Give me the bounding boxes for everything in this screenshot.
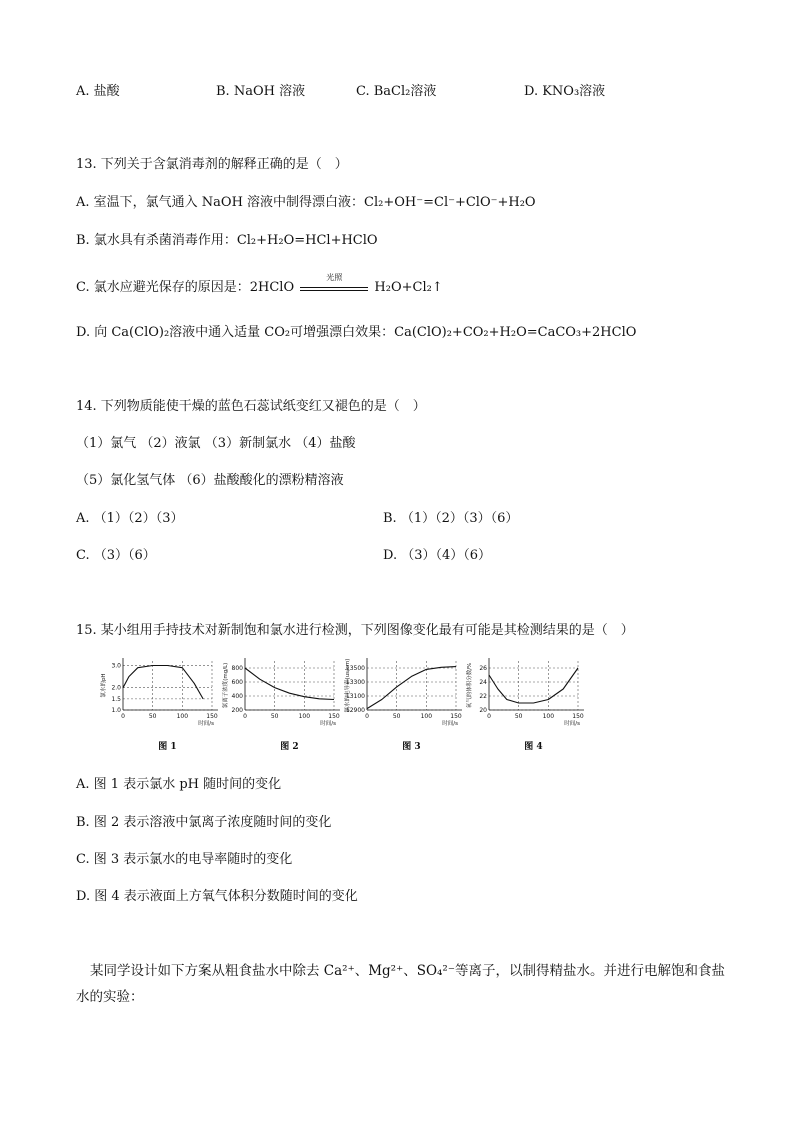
chart3-xtick-label: 100 bbox=[420, 713, 433, 720]
q12-option-c: C. BaCl₂溶液 bbox=[356, 84, 437, 99]
chart4-xtick-label: 100 bbox=[542, 713, 555, 720]
chart4-ytick-label: 22 bbox=[479, 693, 487, 700]
chart2-xtick-label: 100 bbox=[298, 713, 311, 720]
chart1-title: 图 1 bbox=[158, 742, 177, 752]
chart1-xtick-label: 150 bbox=[206, 713, 218, 720]
chart4-ytick-label: 20 bbox=[479, 707, 487, 714]
q14-list-2: （5）氯化氢气体 （6）盐酸酸化的漂粉精溶液 bbox=[76, 473, 344, 488]
q14-list-1: （1）氯气 （2）液氯 （3）新制氯水 （4）盐酸 bbox=[76, 436, 356, 451]
chart1-ytick-label: 1.5 bbox=[111, 695, 121, 703]
chart3-ytick-label: 13500 bbox=[345, 665, 365, 672]
intro-line-1: 某同学设计如下方案从粗食盐水中除去 Ca²⁺、Mg²⁺、SO₄²⁻等离子，以制得精盐水。并进行电解饱和食盐 bbox=[90, 963, 725, 979]
reaction-condition: 光照 bbox=[326, 272, 343, 282]
chart1-ytick-label: 3.0 bbox=[111, 662, 121, 670]
q14-option-c: C. （3）（6） bbox=[76, 548, 156, 563]
q14-option-a: A. （1）（2）（3） bbox=[76, 511, 184, 526]
chart1-xtick-label: 100 bbox=[176, 713, 189, 720]
chart2-ylabel: 氯离子浓度(mg/L) bbox=[223, 662, 229, 709]
chart2-xtick-label: 50 bbox=[270, 713, 279, 720]
q15-charts-svg bbox=[100, 653, 584, 758]
chart3-xtick-label: 0 bbox=[365, 713, 369, 720]
chart3-title: 图 3 bbox=[402, 742, 421, 752]
intro-line-2: 水的实验： bbox=[76, 989, 144, 1005]
chart4-ytick-label: 26 bbox=[479, 665, 487, 672]
q15-option-c: C. 图 3 表示氯水的电导率随时的变化 bbox=[76, 852, 293, 867]
q15-option-d: D. 图 4 表示液面上方氧气体积分数随时间的变化 bbox=[76, 889, 358, 904]
chart3-xlabel: 时间/s bbox=[442, 721, 458, 727]
chart2-ytick-label: 800 bbox=[231, 665, 243, 672]
chart1-series-line bbox=[123, 666, 203, 699]
chart2-ytick-label: 400 bbox=[231, 693, 243, 700]
q12-option-a: A. 盐酸 bbox=[76, 84, 120, 99]
chart4-xlabel: 时间/s bbox=[564, 721, 580, 727]
q13-option-c-suffix: H₂O+Cl₂↑ bbox=[374, 280, 443, 295]
chart3-ytick-label: 13100 bbox=[345, 693, 365, 700]
chart4-xtick-label: 50 bbox=[514, 713, 523, 720]
chart4-ylabel: 氧气的体积分数/% bbox=[467, 662, 473, 709]
chart4-title: 图 4 bbox=[524, 742, 543, 752]
chart3-ytick-label: 13300 bbox=[345, 679, 365, 686]
q13-stem: 13. 下列关于含氯消毒剂的解释正确的是（ ） bbox=[76, 157, 348, 172]
chart4-series-line bbox=[489, 668, 578, 703]
q13-option-c bbox=[76, 272, 443, 295]
chart3-ylabel: 氯水的电导率(us/cm) bbox=[345, 658, 351, 713]
q14-option-d: D. （3）（4）（6） bbox=[383, 548, 492, 563]
q13-option-b: B. 氯水具有杀菌消毒作用：Cl₂+H₂O=HCl+HClO bbox=[76, 233, 378, 248]
chart1-xtick-label: 0 bbox=[121, 713, 125, 720]
chart2-ytick-label: 200 bbox=[231, 707, 243, 714]
chart4-ytick-label: 24 bbox=[479, 679, 487, 686]
q12-option-b: B. NaOH 溶液 bbox=[216, 84, 306, 99]
q13-option-a: A. 室温下，氯气通入 NaOH 溶液中制得漂白液：Cl₂+OH⁻=Cl⁻+ClO⁻+H₂O bbox=[76, 195, 536, 210]
chart1-ytick-label: 2.0 bbox=[111, 684, 121, 692]
chart3-series-line bbox=[367, 667, 456, 709]
chart1-xlabel: 时间/s bbox=[198, 721, 214, 727]
chart3-xtick-label: 150 bbox=[450, 713, 462, 720]
q12-option-d: D. KNO₃溶液 bbox=[524, 84, 606, 99]
chart2-xlabel: 时间/s bbox=[320, 721, 336, 727]
chart2-xtick-label: 0 bbox=[243, 713, 247, 720]
q15-option-a: A. 图 1 表示氯水 pH 随时间的变化 bbox=[76, 777, 282, 792]
q13-option-c-prefix: C. 氯水应避光保存的原因是：2HClO bbox=[76, 280, 295, 295]
q13-option-d: D. 向 Ca(ClO)₂溶液中通入适量 CO₂可增强漂白效果：Ca(ClO)₂+CO₂+H₂O=CaCO₃+2HClO bbox=[76, 325, 637, 340]
reaction-arrow bbox=[298, 272, 370, 295]
chart2-series-line bbox=[245, 668, 334, 700]
q14-stem: 14. 下列物质能使干燥的蓝色石蕊试纸变红又褪色的是（ ） bbox=[76, 399, 426, 414]
q15-stem: 15. 某小组用手持技术对新制饱和氯水进行检测，下列图像变化最有可能是其检测结果的是（ ） bbox=[76, 623, 634, 638]
q14-option-b: B. （1）（2）（3）（6） bbox=[383, 511, 519, 526]
chart4-xtick-label: 0 bbox=[487, 713, 491, 720]
q15-option-b: B. 图 2 表示溶液中氯离子浓度随时间的变化 bbox=[76, 815, 332, 830]
chart1-ylabel: 氯水的pH bbox=[101, 673, 107, 698]
chart1-ytick-label: 1.0 bbox=[111, 707, 121, 714]
chart3-xtick-label: 50 bbox=[392, 713, 401, 720]
chart4-xtick-label: 150 bbox=[572, 713, 584, 720]
chart3-ytick-label: 12900 bbox=[345, 707, 365, 714]
chart2-title: 图 2 bbox=[280, 742, 299, 752]
chart1-xtick-label: 50 bbox=[148, 713, 157, 720]
q15-charts bbox=[100, 653, 584, 758]
chart2-ytick-label: 600 bbox=[231, 679, 243, 686]
chart2-xtick-label: 150 bbox=[328, 713, 340, 720]
